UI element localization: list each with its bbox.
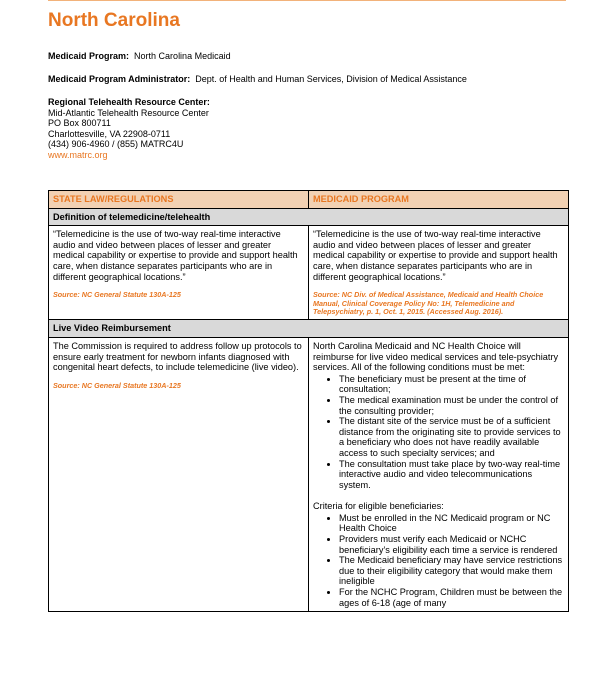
list-item: • The distant site of the service must be of a sufficient distance from the originating site to provide services to a beneficiary who does not have readily available access to such specialty services; and xyxy=(339,416,564,458)
conditions-list xyxy=(313,374,564,491)
administrator-value: Dept. of Health and Human Services, Division of Medical Assistance xyxy=(195,74,467,84)
rtrc-city: Charlottesville, VA 22908-0711 xyxy=(48,128,171,139)
policy-table xyxy=(48,190,569,612)
list-item: • The Medicaid beneficiary may have service restrictions due to their eligibility category that would make them ineligible xyxy=(339,555,564,587)
table-row xyxy=(49,337,569,611)
rtrc-block xyxy=(48,97,210,160)
rtrc-phone: (434) 906-4960 / (855) MATRC4U xyxy=(48,139,184,149)
medicaid-program-label: Medicaid Program: xyxy=(48,51,130,61)
rtrc-heading: Regional Telehealth Resource Center: xyxy=(48,97,210,107)
rtrc-name: Mid-Atlantic Telehealth Resource Center xyxy=(48,107,209,118)
top-rule xyxy=(48,0,566,1)
section-heading-live-video: Live Video Reimbursement xyxy=(49,320,569,338)
live-video-state-source: Source: NC General Statute 130A-125 xyxy=(53,380,181,390)
rtrc-website-link[interactable]: www.matrc.org xyxy=(48,149,108,160)
medicaid-program-value: North Carolina Medicaid xyxy=(134,51,231,61)
definition-medicaid-source: Source: NC Div. of Medical Assistance, Medicaid and Health Choice Manual, Clinical Coverage Policy No: 1H, Telemedicine and Telepsychiatry, p. 1, Oct. 1, 2015. (Accessed Aug. 2016). xyxy=(313,290,544,316)
section-heading-row xyxy=(49,208,569,226)
list-item: • For the NCHC Program, Children must be between the ages of 6-18 (age of many xyxy=(339,587,564,608)
live-video-medicaid-cell xyxy=(309,337,569,611)
definition-medicaid-text: “Telemedicine is the use of two-way real-time interactive audio and video between places of lesser and greater medical capability or expertise to provide and support health care, when distance separates participants who are in different geographical locations.” xyxy=(313,229,558,282)
section-heading-row xyxy=(49,320,569,338)
definition-state-text: “Telemedicine is the use of two-way real-time interactive audio and video between places of lesser and greater medical capability or expertise to provide and support health care, when distance separates participants who are in different geographical locations.” xyxy=(53,229,298,282)
table-row xyxy=(49,226,569,320)
live-video-state-cell xyxy=(49,337,309,611)
list-item: • Must be enrolled in the NC Medicaid program or NC Health Choice xyxy=(339,513,564,534)
definition-state-source: Source: NC General Statute 130A-125 xyxy=(53,290,181,300)
list-item: • The beneficiary must be present at the time of consultation; xyxy=(339,374,564,395)
list-item: • The consultation must take place by two-way real-time interactive audio and video telecommunications system. xyxy=(339,459,564,491)
table-header-row xyxy=(49,191,569,209)
definition-state-cell xyxy=(49,226,309,320)
administrator-line xyxy=(48,74,467,85)
list-item: • Providers must verify each Medicaid or NCHC beneficiary’s eligibility each time a service is rendered xyxy=(339,534,564,555)
criteria-list xyxy=(313,513,564,608)
col-header-medicaid: MEDICAID PROGRAM xyxy=(309,191,569,209)
administrator-label: Medicaid Program Administrator: xyxy=(48,74,191,84)
live-video-state-text: The Commission is required to address follow up protocols to ensure early treatment for newborn infants diagnosed with congenital heart defects, to include telemedicine (live video). xyxy=(53,340,302,373)
criteria-heading: Criteria for eligible beneficiaries: xyxy=(313,501,444,512)
rtrc-po-box: PO Box 800711 xyxy=(48,118,111,128)
col-header-state: STATE LAW/REGULATIONS xyxy=(49,191,309,209)
definition-medicaid-cell xyxy=(309,226,569,320)
page-title: North Carolina xyxy=(48,10,180,31)
live-video-medicaid-intro: North Carolina Medicaid and NC Health Choice will reimburse for live video medical services and tele-psychiatry services. All of the following conditions must be met: xyxy=(313,340,559,373)
medicaid-program-line xyxy=(48,51,231,62)
section-heading-definition: Definition of telemedicine/telehealth xyxy=(49,208,569,226)
list-item: • The medical examination must be under the control of the consulting provider; xyxy=(339,395,564,416)
